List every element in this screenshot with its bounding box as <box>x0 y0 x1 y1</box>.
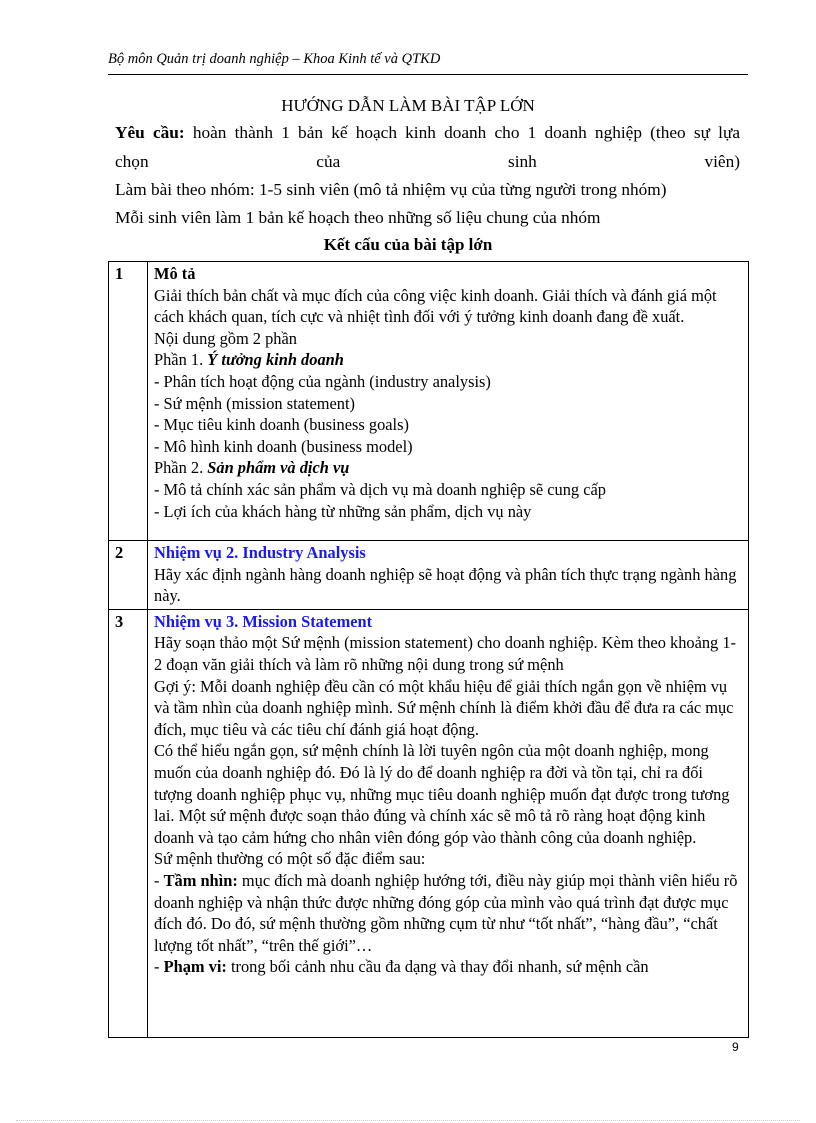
scope-text: trong bối cảnh nhu cầu đa dạng và thay đổi nhanh, sứ mệnh cần <box>226 957 649 977</box>
table-row <box>109 541 749 610</box>
table-row <box>109 262 749 541</box>
section-title: Mô tả <box>154 264 196 283</box>
row-content <box>148 541 749 610</box>
part1-title: Ý tưởng kinh doanh <box>207 350 344 370</box>
part2-heading <box>154 457 742 479</box>
part2-title: Sản phẩm và dịch vụ <box>207 458 350 478</box>
table-row <box>109 609 749 1037</box>
group-work-line: Làm bài theo nhóm: 1-5 sinh viên (mô tả nhiệm vụ của từng người trong nhóm) <box>115 180 667 199</box>
row-content <box>148 609 749 1037</box>
scope-label: Phạm vi: <box>163 957 227 977</box>
list-item: - Mô hình kinh doanh (business model) <box>154 436 413 456</box>
row-content-clip <box>154 611 742 1035</box>
row-number: 2 <box>109 541 148 610</box>
requirement-paragraph <box>115 119 740 176</box>
explanation-paragraph: Có thể hiểu ngắn gọn, sứ mệnh chính là lời tuyên ngôn của một doanh nghiệp, mong muốn của doanh nghiệp đó. Đó là lý do để doanh nghiệp ra đời và tồn tại, chỉ ra đối tượng doanh nghiệp phục vụ, những mục tiêu doanh nghiệp muốn đạt được trong tương lai. Một sứ mệnh được soạn thảo đúng và chính xác sẽ mô tả rõ ràng hoạt động kinh doanh và tạo cảm hứng cho nhân viên đóng góp vào thành công của doanh nghiệp. <box>154 741 730 847</box>
list-item: - Mục tiêu kinh doanh (business goals) <box>154 415 409 435</box>
part1-heading <box>154 349 742 371</box>
hint-paragraph: Gợi ý: Mỗi doanh nghiệp đều cần có một khẩu hiệu để giải thích ngắn gọn về nhiệm vụ và tầm nhìn của doanh nghiệp mình. Sứ mệnh chính là điểm khởi đầu để đưa ra các mục đích, mục tiêu và các tiêu chí đánh giá hoạt động. <box>154 676 734 739</box>
individual-line: Mỗi sinh viên làm 1 bản kế hoạch theo những số liệu chung của nhóm <box>115 208 601 227</box>
section-description: Giải thích bản chất và mục đích của công việc kinh doanh. Giải thích và đánh giá một cách khách quan, tích cực và nhiệt tình đối với ý tưởng kinh doanh đang đề xuất. <box>154 285 717 327</box>
page-title: HƯỚNG DẪN LÀM BÀI TẬP LỚN <box>281 96 535 115</box>
part1-label: Phần 1. <box>154 350 208 370</box>
vision-label: Tầm nhìn: <box>163 870 238 890</box>
page-edge <box>16 1120 800 1121</box>
row-number: 1 <box>109 262 148 541</box>
list-item: - Phạm vi: trong bối cảnh nhu cầu đa dạng và thay đổi nhanh, sứ mệnh cần <box>154 957 649 977</box>
list-item: - Phân tích hoạt động của ngành (industry analysis) <box>154 371 491 391</box>
page-number: 9 <box>732 1040 739 1054</box>
structure-table <box>108 261 749 1038</box>
characteristics-intro: Sứ mệnh thường có một số đặc điểm sau: <box>154 849 426 869</box>
list-item: - Tầm nhìn: mục đích mà doanh nghiệp hướng tới, điều này giúp mọi thành viên hiểu rõ doanh nghiệp và nhận thức được những đóng góp của mình vào quá trình đạt được mục đích đó. Do đó, sứ mệnh thường gồm những cụm từ như “tốt nhất”, “hàng đầu”, “chất lượng tốt nhất”, “trên thế giới”… <box>154 870 738 955</box>
document-header: Bộ môn Quản trị doanh nghiệp – Khoa Kinh tế và QTKD <box>108 51 441 67</box>
task-title: Nhiệm vụ 3. Mission Statement <box>154 611 373 631</box>
list-item: - Sứ mệnh (mission statement) <box>154 393 355 413</box>
task-text: Hãy xác định ngành hàng doanh nghiệp sẽ hoạt động và phân tích thực trạng ngành hàng này. <box>154 564 737 606</box>
structure-title: Kết cấu của bài tập lớn <box>323 235 493 254</box>
requirement-label: Yêu cầu: <box>115 123 185 142</box>
content-intro: Nội dung gồm 2 phần <box>154 328 297 348</box>
row-number: 3 <box>109 609 148 1037</box>
list-item: - Mô tả chính xác sản phẩm và dịch vụ mà doanh nghiệp sẽ cung cấp <box>154 479 606 499</box>
requirement-text: hoàn thành 1 bản kế hoạch kinh doanh cho 1 doanh nghiệp (theo sự lựa chọn của sinh viên) <box>115 123 740 171</box>
task-text: Hãy soạn thảo một Sứ mệnh (mission statement) cho doanh nghiệp. Kèm theo khoảng 1-2 đoạn văn giải thích và làm rõ những nội dung trong sứ mệnh <box>154 633 736 674</box>
task-title: Nhiệm vụ 2. Industry Analysis <box>154 543 366 562</box>
part2-label: Phần 2. <box>154 458 208 478</box>
vision-text: mục đích mà doanh nghiệp hướng tới, điều này giúp mọi thành viên hiểu rõ doanh nghiệp và nhận thức được những đóng góp của mình vào quá trình đạt được mục đích đó. Do đó, sứ mệnh thường gồm những cụm từ như “tốt nhất”, “hàng đầu”, “chất lượng tốt nhất”, “trên thế giới”… <box>154 870 738 955</box>
header-divider <box>108 74 748 75</box>
list-item: - Lợi ích của khách hàng từ những sản phẩm, dịch vụ này <box>154 501 532 521</box>
row-content <box>148 262 749 541</box>
